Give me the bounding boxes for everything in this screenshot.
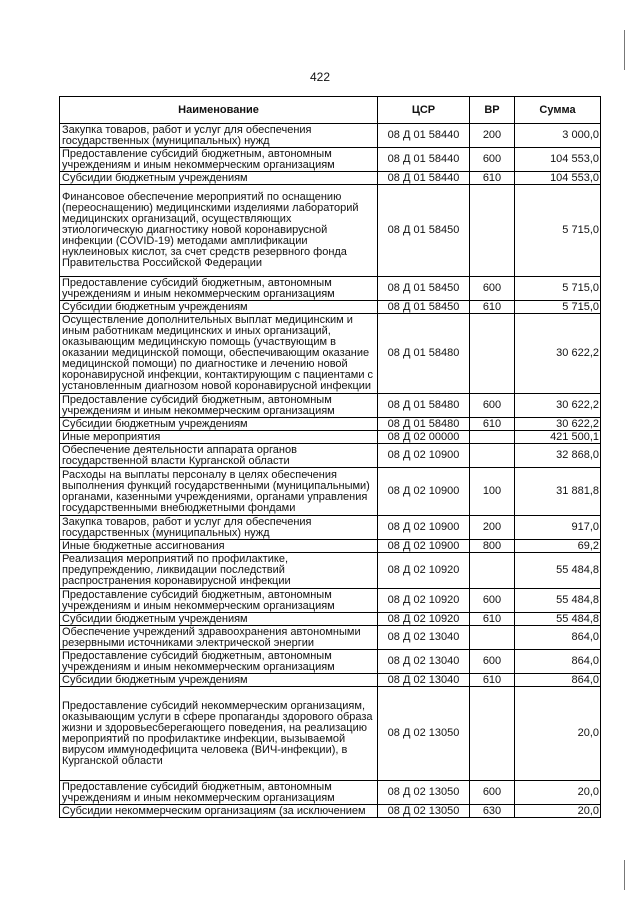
row-vr: 600 <box>470 781 515 805</box>
row-name: Субсидии некоммерческим организациям (за исключением <box>60 805 378 818</box>
table-row <box>60 444 601 468</box>
row-name: Обеспечение деятельности аппарата органов государственной власти Курганской области <box>60 444 378 468</box>
row-csr: 08 Д 02 10900 <box>378 516 470 540</box>
row-name: Субсидии бюджетным учреждениям <box>60 674 378 687</box>
row-vr <box>470 314 515 394</box>
table-row <box>60 124 601 148</box>
row-sum: 20,0 <box>515 805 601 818</box>
row-vr: 600 <box>470 277 515 301</box>
table-row <box>60 553 601 589</box>
row-name: Предоставление субсидий бюджетным, автономным учреждениям и иным некоммерческим организациям <box>60 589 378 613</box>
row-csr: 08 Д 01 58440 <box>378 172 470 185</box>
row-csr: 08 Д 02 00000 <box>378 431 470 444</box>
header-sum: Сумма <box>515 97 601 124</box>
row-csr: 08 Д 01 58440 <box>378 148 470 172</box>
row-csr: 08 Д 02 13040 <box>378 626 470 650</box>
row-name: Иные мероприятия <box>60 431 378 444</box>
row-csr: 08 Д 01 58480 <box>378 418 470 431</box>
row-sum: 104 553,0 <box>515 172 601 185</box>
row-csr: 08 Д 02 10920 <box>378 589 470 613</box>
row-name: Реализация мероприятий по профилактике, предупреждению, ликвидации последствий распространения коронавирусной инфекции <box>60 553 378 589</box>
table-row <box>60 589 601 613</box>
row-vr <box>470 444 515 468</box>
row-name: Предоставление субсидий бюджетным, автономным учреждениям и иным некоммерческим организациям <box>60 650 378 674</box>
row-name: Предоставление субсидий некоммерческим организациям, оказывающим услуги в сфере пропаганды здорового образа жизни и здоровьесберегающего поведения, на реализацию мероприятий по профилактике инфекции, вызываемой вирусом иммунодефицита человека (ВИЧ-инфекции), в Курганской области <box>60 687 378 781</box>
table-row <box>60 687 601 781</box>
row-sum: 30 622,2 <box>515 394 601 418</box>
row-sum: 5 715,0 <box>515 301 601 314</box>
row-vr: 630 <box>470 805 515 818</box>
row-sum: 32 868,0 <box>515 444 601 468</box>
table-row <box>60 185 601 277</box>
table-row <box>60 650 601 674</box>
row-vr: 200 <box>470 124 515 148</box>
table-row <box>60 613 601 626</box>
row-csr: 08 Д 02 13050 <box>378 805 470 818</box>
table-row <box>60 431 601 444</box>
row-name: Расходы на выплаты персоналу в целях обеспечения выполнения функций государственными (муниципальными) органами, казенными учреждениями, органами управления государственными внебюджетными фондами <box>60 468 378 516</box>
row-csr: 08 Д 01 58450 <box>378 185 470 277</box>
row-csr: 08 Д 02 10900 <box>378 444 470 468</box>
row-vr: 200 <box>470 516 515 540</box>
table-row <box>60 172 601 185</box>
row-sum: 55 484,8 <box>515 589 601 613</box>
row-vr <box>470 626 515 650</box>
row-sum: 917,0 <box>515 516 601 540</box>
row-name: Предоставление субсидий бюджетным, автономным учреждениям и иным некоммерческим организациям <box>60 394 378 418</box>
row-name: Осуществление дополнительных выплат медицинским и иным работникам медицинских и иных организаций, оказывающим медицинскую помощь (участвующим в оказании медицинской помощи, обеспечивающим оказание медицинской помощи) по диагностике и лечению новой коронавирусной инфекции, контактирующим с пациентами с установленным диагнозом новой коронавирусной инфекции <box>60 314 378 394</box>
row-sum: 3 000,0 <box>515 124 601 148</box>
table-row <box>60 468 601 516</box>
table-row <box>60 277 601 301</box>
row-name: Финансовое обеспечение мероприятий по оснащению (переоснащению) медицинскими изделиями лабораторий медицинских организаций, осуществляющих этиологическую диагностику новой коронавирусной инфекции (COVID-19) методами амплификации нуклеиновых кислот, за счет средств резервного фонда Правительства Российской Федерации <box>60 185 378 277</box>
row-sum: 864,0 <box>515 674 601 687</box>
row-vr <box>470 431 515 444</box>
row-name: Субсидии бюджетным учреждениям <box>60 418 378 431</box>
table-row <box>60 314 601 394</box>
table-row <box>60 626 601 650</box>
row-vr: 800 <box>470 540 515 553</box>
row-csr: 08 Д 02 10920 <box>378 613 470 626</box>
row-sum: 55 484,8 <box>515 613 601 626</box>
row-csr: 08 Д 01 58450 <box>378 277 470 301</box>
row-sum: 69,2 <box>515 540 601 553</box>
scan-edge-mark <box>624 30 625 70</box>
table-header-row <box>60 97 601 124</box>
row-vr <box>470 687 515 781</box>
row-csr: 08 Д 02 10900 <box>378 540 470 553</box>
table-row <box>60 674 601 687</box>
row-csr: 08 Д 02 13050 <box>378 781 470 805</box>
table-row <box>60 148 601 172</box>
row-sum: 421 500,1 <box>515 431 601 444</box>
row-csr: 08 Д 02 13040 <box>378 650 470 674</box>
header-csr: ЦСР <box>378 97 470 124</box>
row-csr: 08 Д 02 13050 <box>378 687 470 781</box>
row-csr: 08 Д 02 10920 <box>378 553 470 589</box>
table-row <box>60 418 601 431</box>
row-csr: 08 Д 01 58480 <box>378 314 470 394</box>
row-sum: 864,0 <box>515 626 601 650</box>
row-vr: 610 <box>470 172 515 185</box>
row-name: Субсидии бюджетным учреждениям <box>60 301 378 314</box>
row-name: Предоставление субсидий бюджетным, автономным учреждениям и иным некоммерческим организациям <box>60 277 378 301</box>
table-row <box>60 540 601 553</box>
header-name: Наименование <box>60 97 378 124</box>
row-vr: 600 <box>470 394 515 418</box>
row-sum: 20,0 <box>515 687 601 781</box>
table-row <box>60 805 601 818</box>
row-name: Субсидии бюджетным учреждениям <box>60 613 378 626</box>
row-vr: 600 <box>470 650 515 674</box>
row-name: Обеспечение учреждений здравоохранения автономными резервными источниками электрической энергии <box>60 626 378 650</box>
row-sum: 864,0 <box>515 650 601 674</box>
row-csr: 08 Д 02 13040 <box>378 674 470 687</box>
row-name: Закупка товаров, работ и услуг для обеспечения государственных (муниципальных) нужд <box>60 516 378 540</box>
page-number: 422 <box>309 70 331 84</box>
row-sum: 5 715,0 <box>515 277 601 301</box>
row-name: Закупка товаров, работ и услуг для обеспечения государственных (муниципальных) нужд <box>60 124 378 148</box>
table-row <box>60 301 601 314</box>
row-csr: 08 Д 02 10900 <box>378 468 470 516</box>
row-name: Субсидии бюджетным учреждениям <box>60 172 378 185</box>
budget-table <box>59 96 601 818</box>
row-vr: 610 <box>470 301 515 314</box>
row-name: Предоставление субсидий бюджетным, автономным учреждениям и иным некоммерческим организациям <box>60 781 378 805</box>
row-vr: 610 <box>470 674 515 687</box>
scan-edge-mark <box>624 860 625 890</box>
row-vr: 610 <box>470 418 515 431</box>
row-sum: 55 484,8 <box>515 553 601 589</box>
row-csr: 08 Д 01 58450 <box>378 301 470 314</box>
row-sum: 20,0 <box>515 781 601 805</box>
table-row <box>60 781 601 805</box>
row-vr <box>470 553 515 589</box>
row-sum: 104 553,0 <box>515 148 601 172</box>
row-sum: 31 881,8 <box>515 468 601 516</box>
header-vr: ВР <box>470 97 515 124</box>
row-vr: 600 <box>470 148 515 172</box>
table-row <box>60 394 601 418</box>
row-vr <box>470 185 515 277</box>
row-csr: 08 Д 01 58480 <box>378 394 470 418</box>
row-name: Предоставление субсидий бюджетным, автономным учреждениям и иным некоммерческим организациям <box>60 148 378 172</box>
row-csr: 08 Д 01 58440 <box>378 124 470 148</box>
row-vr: 600 <box>470 589 515 613</box>
row-name: Иные бюджетные ассигнования <box>60 540 378 553</box>
row-vr: 610 <box>470 613 515 626</box>
row-sum: 5 715,0 <box>515 185 601 277</box>
row-sum: 30 622,2 <box>515 314 601 394</box>
row-vr: 100 <box>470 468 515 516</box>
table-row <box>60 516 601 540</box>
row-sum: 30 622,2 <box>515 418 601 431</box>
